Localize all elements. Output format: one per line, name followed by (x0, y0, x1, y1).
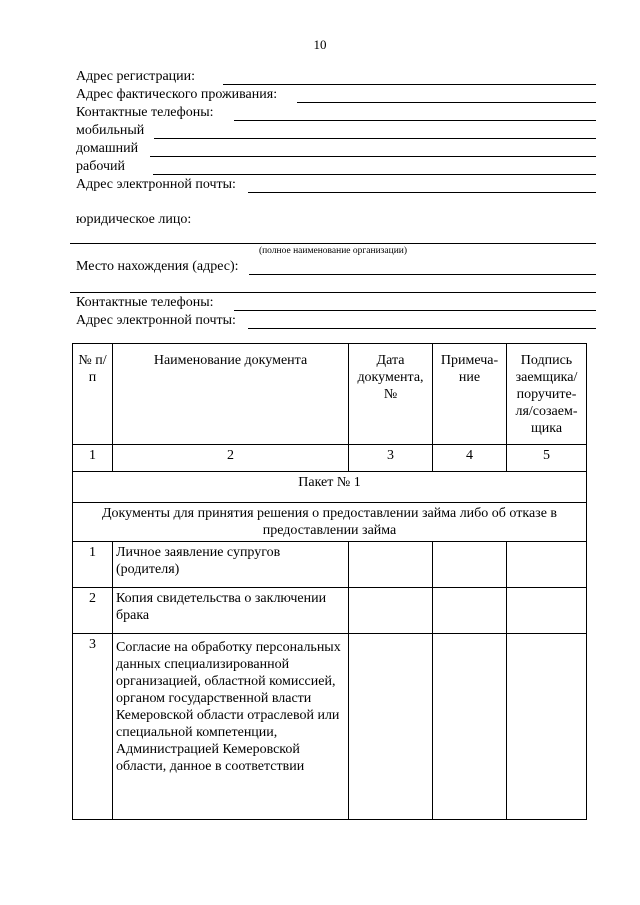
package-title: Пакет № 1 (73, 472, 587, 503)
home-phone-field (76, 140, 596, 157)
home-phone-line[interactable] (150, 144, 596, 157)
column-number-4: 4 (433, 445, 507, 472)
contact-phones-2-line[interactable] (234, 298, 596, 311)
row-note-cell[interactable] (433, 542, 507, 588)
row-signature-cell[interactable] (507, 634, 587, 820)
documents-table (72, 343, 587, 820)
location-field (76, 258, 596, 275)
location-extra-line[interactable] (70, 292, 596, 293)
location-label: Место нахождения (адрес): (76, 259, 239, 274)
actual-address-label: Адрес фактического проживания: (76, 87, 278, 102)
header-number: № п/п (73, 344, 113, 445)
row-document-name: Копия свидетельства о заключении брака (113, 588, 349, 634)
row-number: 3 (73, 634, 113, 820)
row-number: 1 (73, 542, 113, 588)
mobile-phone-label: мобильный (76, 123, 145, 138)
column-number-2: 2 (113, 445, 349, 472)
email-line[interactable] (248, 180, 596, 193)
contact-phones-label: Контактные телефоны: (76, 105, 214, 120)
column-number-3: 3 (349, 445, 433, 472)
email-2-line[interactable] (248, 316, 596, 329)
table-row (73, 588, 587, 634)
package-row (73, 472, 587, 503)
contact-phones-2-label: Контактные телефоны: (76, 295, 214, 310)
contact-phones-line[interactable] (234, 108, 596, 121)
row-date-cell[interactable] (349, 588, 433, 634)
work-phone-field (76, 158, 596, 175)
row-note-cell[interactable] (433, 588, 507, 634)
table-header-row (73, 344, 587, 445)
email-2-field (76, 312, 596, 329)
header-note: Примеча-ние (433, 344, 507, 445)
row-date-cell[interactable] (349, 634, 433, 820)
row-note-cell[interactable] (433, 634, 507, 820)
email-field (76, 176, 596, 193)
actual-address-line[interactable] (297, 90, 596, 103)
page-number: 10 (313, 37, 327, 52)
table-row (73, 542, 587, 588)
column-number-row (73, 445, 587, 472)
row-number: 2 (73, 588, 113, 634)
mobile-phone-field (76, 122, 596, 139)
group-row (73, 503, 587, 542)
contact-phones-2-field (76, 294, 596, 311)
location-line[interactable] (249, 262, 596, 275)
row-document-name: Согласие на обработку персональных данных специализированной организацией, областной комиссией, органом государственной власти Кемеровской области отраслевой или специальной компетенции, Администрацией Кемеровской области, данное в соответствии (113, 634, 349, 820)
column-number-1: 1 (73, 445, 113, 472)
mobile-phone-line[interactable] (154, 126, 596, 139)
org-name-line[interactable] (70, 243, 596, 244)
email-2-label: Адрес электронной почты: (76, 313, 236, 328)
work-phone-line[interactable] (153, 162, 596, 175)
row-signature-cell[interactable] (507, 542, 587, 588)
registration-address-line[interactable] (223, 72, 596, 85)
registration-address-field (76, 68, 596, 85)
home-phone-label: домашний (76, 141, 139, 156)
registration-address-label: Адрес регистрации: (76, 69, 196, 84)
work-phone-label: рабочий (76, 159, 125, 174)
row-date-cell[interactable] (349, 542, 433, 588)
email-label: Адрес электронной почты: (76, 177, 236, 192)
legal-entity-label: юридическое лицо: (76, 212, 192, 227)
row-document-name: Личное заявление супругов (родителя) (113, 542, 349, 588)
actual-address-field (76, 86, 596, 103)
header-document-date: Дата документа, № (349, 344, 433, 445)
table-row (73, 634, 587, 820)
contact-phones-field (76, 104, 596, 121)
org-name-caption: (полное наименование организации) (258, 246, 408, 256)
group-title: Документы для принятия решения о предоставлении займа либо об отказе в предоставлении займа (73, 503, 587, 542)
header-signature: Подпись заемщика/ поручите-ля/созаем-щика (507, 344, 587, 445)
header-document-name: Наименование документа (113, 344, 349, 445)
column-number-5: 5 (507, 445, 587, 472)
row-signature-cell[interactable] (507, 588, 587, 634)
